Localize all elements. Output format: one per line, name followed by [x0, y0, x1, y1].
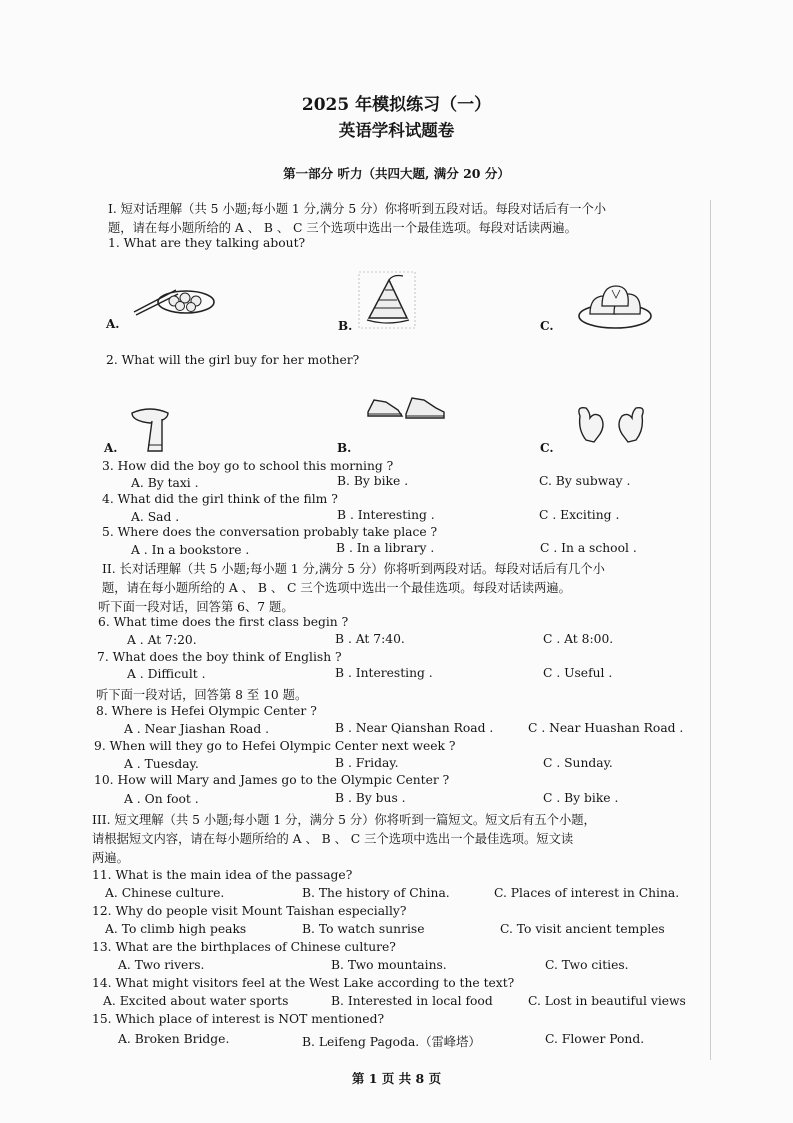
question-5: 5. Where does the conversation probably take place ?: [102, 525, 438, 539]
question-15: 15. Which place of interest is NOT mentioned?: [92, 1012, 385, 1026]
section3-instructions-line2: 请根据短文内容，请在每小题所给的 A 、 B 、 C 三个选项中选出一个最佳选项。短文读: [92, 832, 574, 846]
section2-dialog2-note: 听下面一段对话，回答第 8 至 10 题。: [96, 688, 308, 702]
q5-option-c: C . In a school .: [540, 541, 637, 555]
question-11: 11. What is the main idea of the passage?: [92, 868, 353, 882]
q9-option-c: C . Sunday.: [543, 756, 613, 770]
q12-option-b: B. To watch sunrise: [302, 922, 425, 936]
q14-option-a: A. Excited about water sports: [103, 994, 289, 1008]
q6-option-c: C . At 8:00.: [543, 632, 614, 646]
q8-option-a: A . Near Jiashan Road .: [124, 722, 270, 736]
question-8: 8. Where is Hefei Olympic Center ?: [96, 704, 317, 718]
dumplings-chopsticks-icon: [132, 282, 218, 321]
q10-option-c: C . By bike .: [543, 791, 619, 805]
q11-option-c: C. Places of interest in China.: [494, 886, 680, 900]
q1-option-b-letter: B.: [338, 319, 353, 333]
q4-option-c: C . Exciting .: [539, 508, 620, 522]
question-4: 4. What did the girl think of the film ?: [102, 492, 338, 506]
q15-option-b: B. Leifeng Pagoda.（雷峰塔）: [302, 1035, 481, 1049]
q8-option-c: C . Near Huashan Road .: [528, 721, 684, 735]
steamed-buns-icon: [576, 276, 654, 335]
question-10: 10. How will Mary and James go to the Olympic Center ?: [94, 773, 450, 787]
q11-option-a: A. Chinese culture.: [105, 886, 225, 900]
question-3: 3. How did the boy go to school this morning ?: [102, 459, 394, 473]
q10-option-b: B . By bus .: [335, 791, 406, 805]
section1-instructions-line1: I. 短对话理解（共 5 小题;每小题 1 分,满分 5 分）你将听到五段对话。每段对话后有一个小: [108, 202, 607, 216]
q3-option-a: A. By taxi .: [131, 476, 199, 490]
q2-option-b-letter: B.: [337, 441, 352, 455]
zongzi-icon: [357, 270, 419, 335]
q13-option-b: B. Two mountains.: [331, 958, 447, 972]
q4-option-b: B . Interesting .: [337, 508, 435, 522]
q15-option-a: A. Broken Bridge.: [118, 1032, 230, 1046]
q6-option-b: B . At 7:40.: [335, 632, 405, 646]
q13-option-c: C. Two cities.: [545, 958, 629, 972]
question-6: 6. What time does the first class begin ?: [98, 615, 349, 629]
q1-option-c-letter: C.: [540, 319, 554, 333]
q2-option-c-letter: C.: [540, 441, 554, 455]
q7-option-a: A . Difficult .: [127, 667, 206, 681]
q9-option-a: A . Tuesday.: [124, 757, 199, 771]
section3-instructions-line1: III. 短文理解（共 5 小题;每小题 1 分，满分 5 分）你将听到一篇短文。短文后有五个小题，: [92, 813, 596, 827]
q11-option-b: B. The history of China.: [302, 886, 450, 900]
gloves-icon: [572, 404, 650, 449]
q12-option-c: C. To visit ancient temples: [500, 922, 665, 936]
q5-option-b: B . In a library .: [336, 541, 435, 555]
exam-subtitle: 英语学科试题卷: [338, 121, 455, 140]
q2-option-a-letter: A.: [104, 441, 118, 455]
q13-option-a: A. Two rivers.: [118, 958, 205, 972]
q10-option-a: A . On foot .: [124, 792, 199, 806]
q14-option-c: C. Lost in beautiful views: [528, 994, 686, 1008]
q9-option-b: B . Friday.: [335, 756, 399, 770]
q6-option-a: A . At 7:20.: [127, 633, 197, 647]
shoes-icon: [366, 390, 446, 425]
question-7: 7. What does the boy think of English ?: [97, 650, 342, 664]
scarf-icon: [128, 405, 172, 458]
q15-option-c: C. Flower Pond.: [545, 1032, 645, 1046]
q1-option-a-letter: A.: [106, 317, 120, 331]
section3-instructions-line3: 两遍。: [92, 851, 129, 865]
section2-instructions-line2: 题，请在每小题所给的 A 、 B 、 C 三个选项中选出一个最佳选项。每段对话读两遍。: [102, 581, 571, 595]
q7-option-c: C . Useful .: [543, 666, 613, 680]
question-1: 1. What are they talking about?: [108, 236, 306, 250]
q3-option-c: C. By subway .: [539, 474, 631, 488]
q8-option-b: B . Near Qianshan Road .: [335, 721, 494, 735]
question-12: 12. Why do people visit Mount Taishan especially?: [92, 904, 407, 918]
section2-dialog1-note: 听下面一段对话，回答第 6、7 题。: [98, 600, 294, 614]
question-14: 14. What might visitors feel at the West Lake according to the text?: [92, 976, 515, 990]
question-9: 9. When will they go to Hefei Olympic Center next week ?: [94, 739, 456, 753]
q12-option-a: A. To climb high peaks: [105, 922, 247, 936]
q5-option-a: A . In a bookstore .: [131, 543, 250, 557]
page-number: 第 1 页 共 8 页: [351, 1071, 442, 1086]
exam-title: 2025 年模拟练习（一）: [301, 95, 492, 115]
part-heading: 第一部分 听力（共四大题, 满分 20 分）: [283, 166, 510, 181]
q7-option-b: B . Interesting .: [335, 666, 433, 680]
question-13: 13. What are the birthplaces of Chinese culture?: [92, 940, 396, 954]
q3-option-b: B. By bike .: [337, 474, 409, 488]
q14-option-b: B. Interested in local food: [331, 994, 493, 1008]
q4-option-a: A. Sad .: [131, 510, 180, 524]
section2-instructions-line1: II. 长对话理解（共 5 小题;每小题 1 分,满分 5 分）你将听到两段对话。每段对话后有几个小: [102, 562, 605, 576]
section1-instructions-line2: 题，请在每小题所给的 A 、 B 、 C 三个选项中选出一个最佳选项。每段对话读两遍。: [108, 221, 577, 235]
question-2: 2. What will the girl buy for her mother?: [106, 353, 360, 367]
